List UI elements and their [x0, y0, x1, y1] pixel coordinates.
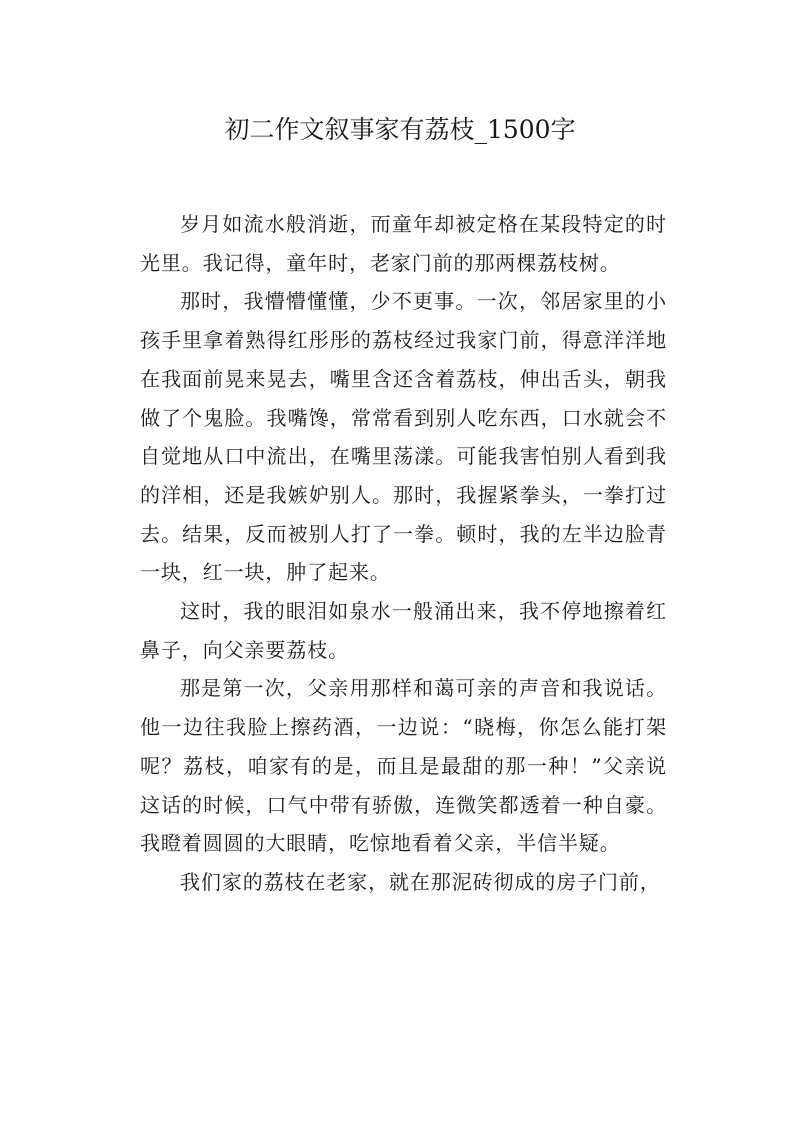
document-title: 初二作文叙事家有荔枝_1500字: [224, 115, 576, 144]
document-body: [140, 205, 667, 902]
paragraph: 我们家的荔枝在老家，就在那泥砖彻成的房子门前，: [180, 869, 661, 894]
paragraph: 那是第一次，父亲用那样和蔼可亲的声音和我说话。他一边往我脸上擦药酒，一边说：“晓梅，你怎么能打架呢？荔枝，咱家有的是，而且是最甜的那一种！”父亲说这话的时候，口气中带有骄傲，连微笑都透着一种自豪。我瞪着圆圆的大眼睛，吃惊地看着父亲，半信半疑。: [140, 676, 667, 856]
paragraph: 岁月如流水般消逝，而童年却被定格在某段特定的时光里。我记得，童年时，老家门前的那两棵荔枝树。: [140, 212, 667, 275]
paragraph: 这时，我的眼泪如泉水一般涌出来，我不停地擦着红鼻子，向父亲要荔枝。: [140, 599, 667, 662]
paragraph: 那时，我懵懵懂懂，少不更事。一次，邻居家里的小孩手里拿着熟得红彤彤的荔枝经过我家门前，得意洋洋地在我面前晃来晃去，嘴里含还含着荔枝，伸出舌头，朝我做了个鬼脸。我嘴馋，常常看到别人吃东西，口水就会不自觉地从口中流出，在嘴里荡漾。可能我害怕别人看到我的洋相，还是我嫉妒别人。那时，我握紧拳头，一拳打过去。结果，反而被别人打了一拳。顿时，我的左半边脸青一块，红一块，肿了起来。: [140, 289, 667, 585]
